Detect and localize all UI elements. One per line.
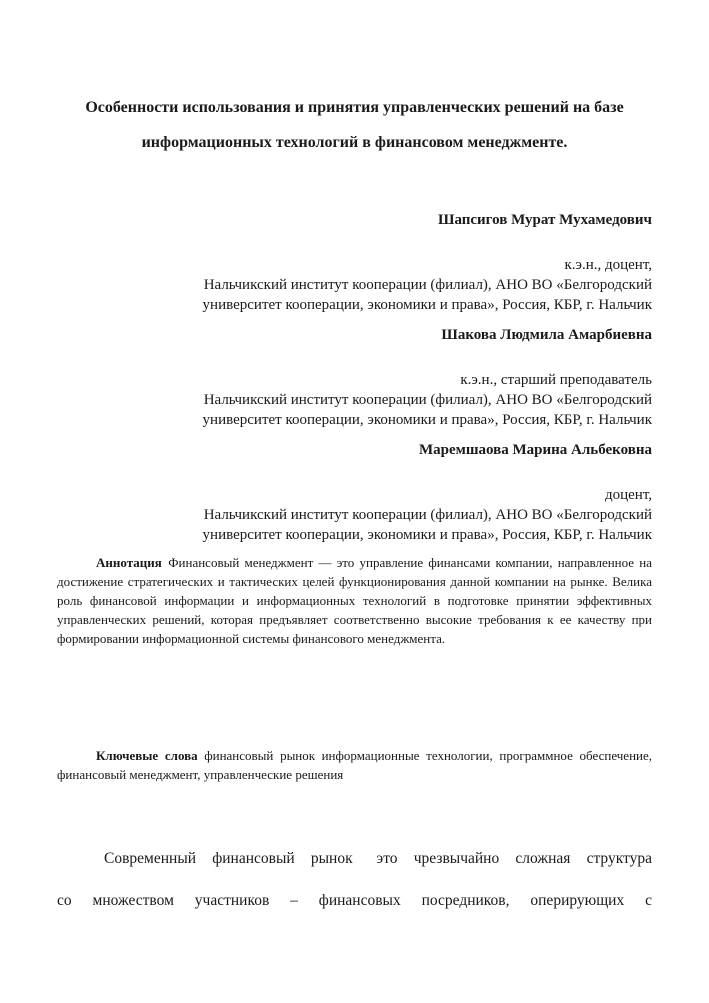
author-role: к.э.н., доцент, <box>564 257 652 273</box>
document-title <box>57 90 652 160</box>
body-text-line-2: со множеством участников – финансовых посредников, оперирующих с <box>57 892 652 909</box>
author-role: к.э.н., старший преподаватель <box>460 372 652 388</box>
title-line-2: информационных технологий в финансовом менеджменте. <box>141 134 568 151</box>
abstract-paragraph <box>57 553 652 648</box>
author-block-1 <box>57 210 652 315</box>
keywords-paragraph <box>57 746 652 784</box>
abstract-text: Финансовый менеджмент — это управление финансами компании, направленное на достижение стратегических и тактических целей функционирования данной компании на рынке. Велика роль финансовой информации и информационных технологий в подготовке принятии эффективных управленческих решений, которая предъявляет соответственно высокие требования к ее качеству при формировании информационной системы финансового менеджмента. <box>57 555 652 646</box>
keywords-text: финансовый рынок информационные технологии, программное обеспечение, финансовый менеджмент, управленческие решения <box>57 748 653 782</box>
body-paragraph <box>57 838 652 922</box>
author-name: Шапсигов Мурат Мухамедович <box>437 212 652 228</box>
author-affiliation-line: университет кооперации, экономики и права», Россия, КБР, г. Нальчик <box>202 412 652 428</box>
author-role: доцент, <box>604 487 652 503</box>
abstract-label: Аннотация <box>96 555 162 570</box>
author-name: Маремшаова Марина Альбековна <box>418 442 652 458</box>
author-affiliation-line: Нальчикский институт кооперации (филиал), АНО ВО «Белгородский <box>203 507 652 523</box>
author-affiliation-line: университет кооперации, экономики и права», Россия, КБР, г. Нальчик <box>202 297 652 313</box>
author-affiliation-line: Нальчикский институт кооперации (филиал), АНО ВО «Белгородский <box>203 277 652 293</box>
author-block-2 <box>57 325 652 430</box>
author-affiliation-line: университет кооперации, экономики и права», Россия, КБР, г. Нальчик <box>202 527 652 543</box>
body-text-line-1: Современный финансовый рынок это чрезвычайно сложная структура <box>104 850 652 867</box>
author-block-3 <box>57 440 652 545</box>
title-line-1: Особенности использования и принятия управленческих решений на базе <box>85 99 624 116</box>
author-affiliation-line: Нальчикский институт кооперации (филиал), АНО ВО «Белгородский <box>203 392 652 408</box>
author-name: Шакова Людмила Амарбиевна <box>441 327 652 343</box>
keywords-label: Ключевые слова <box>96 748 198 763</box>
